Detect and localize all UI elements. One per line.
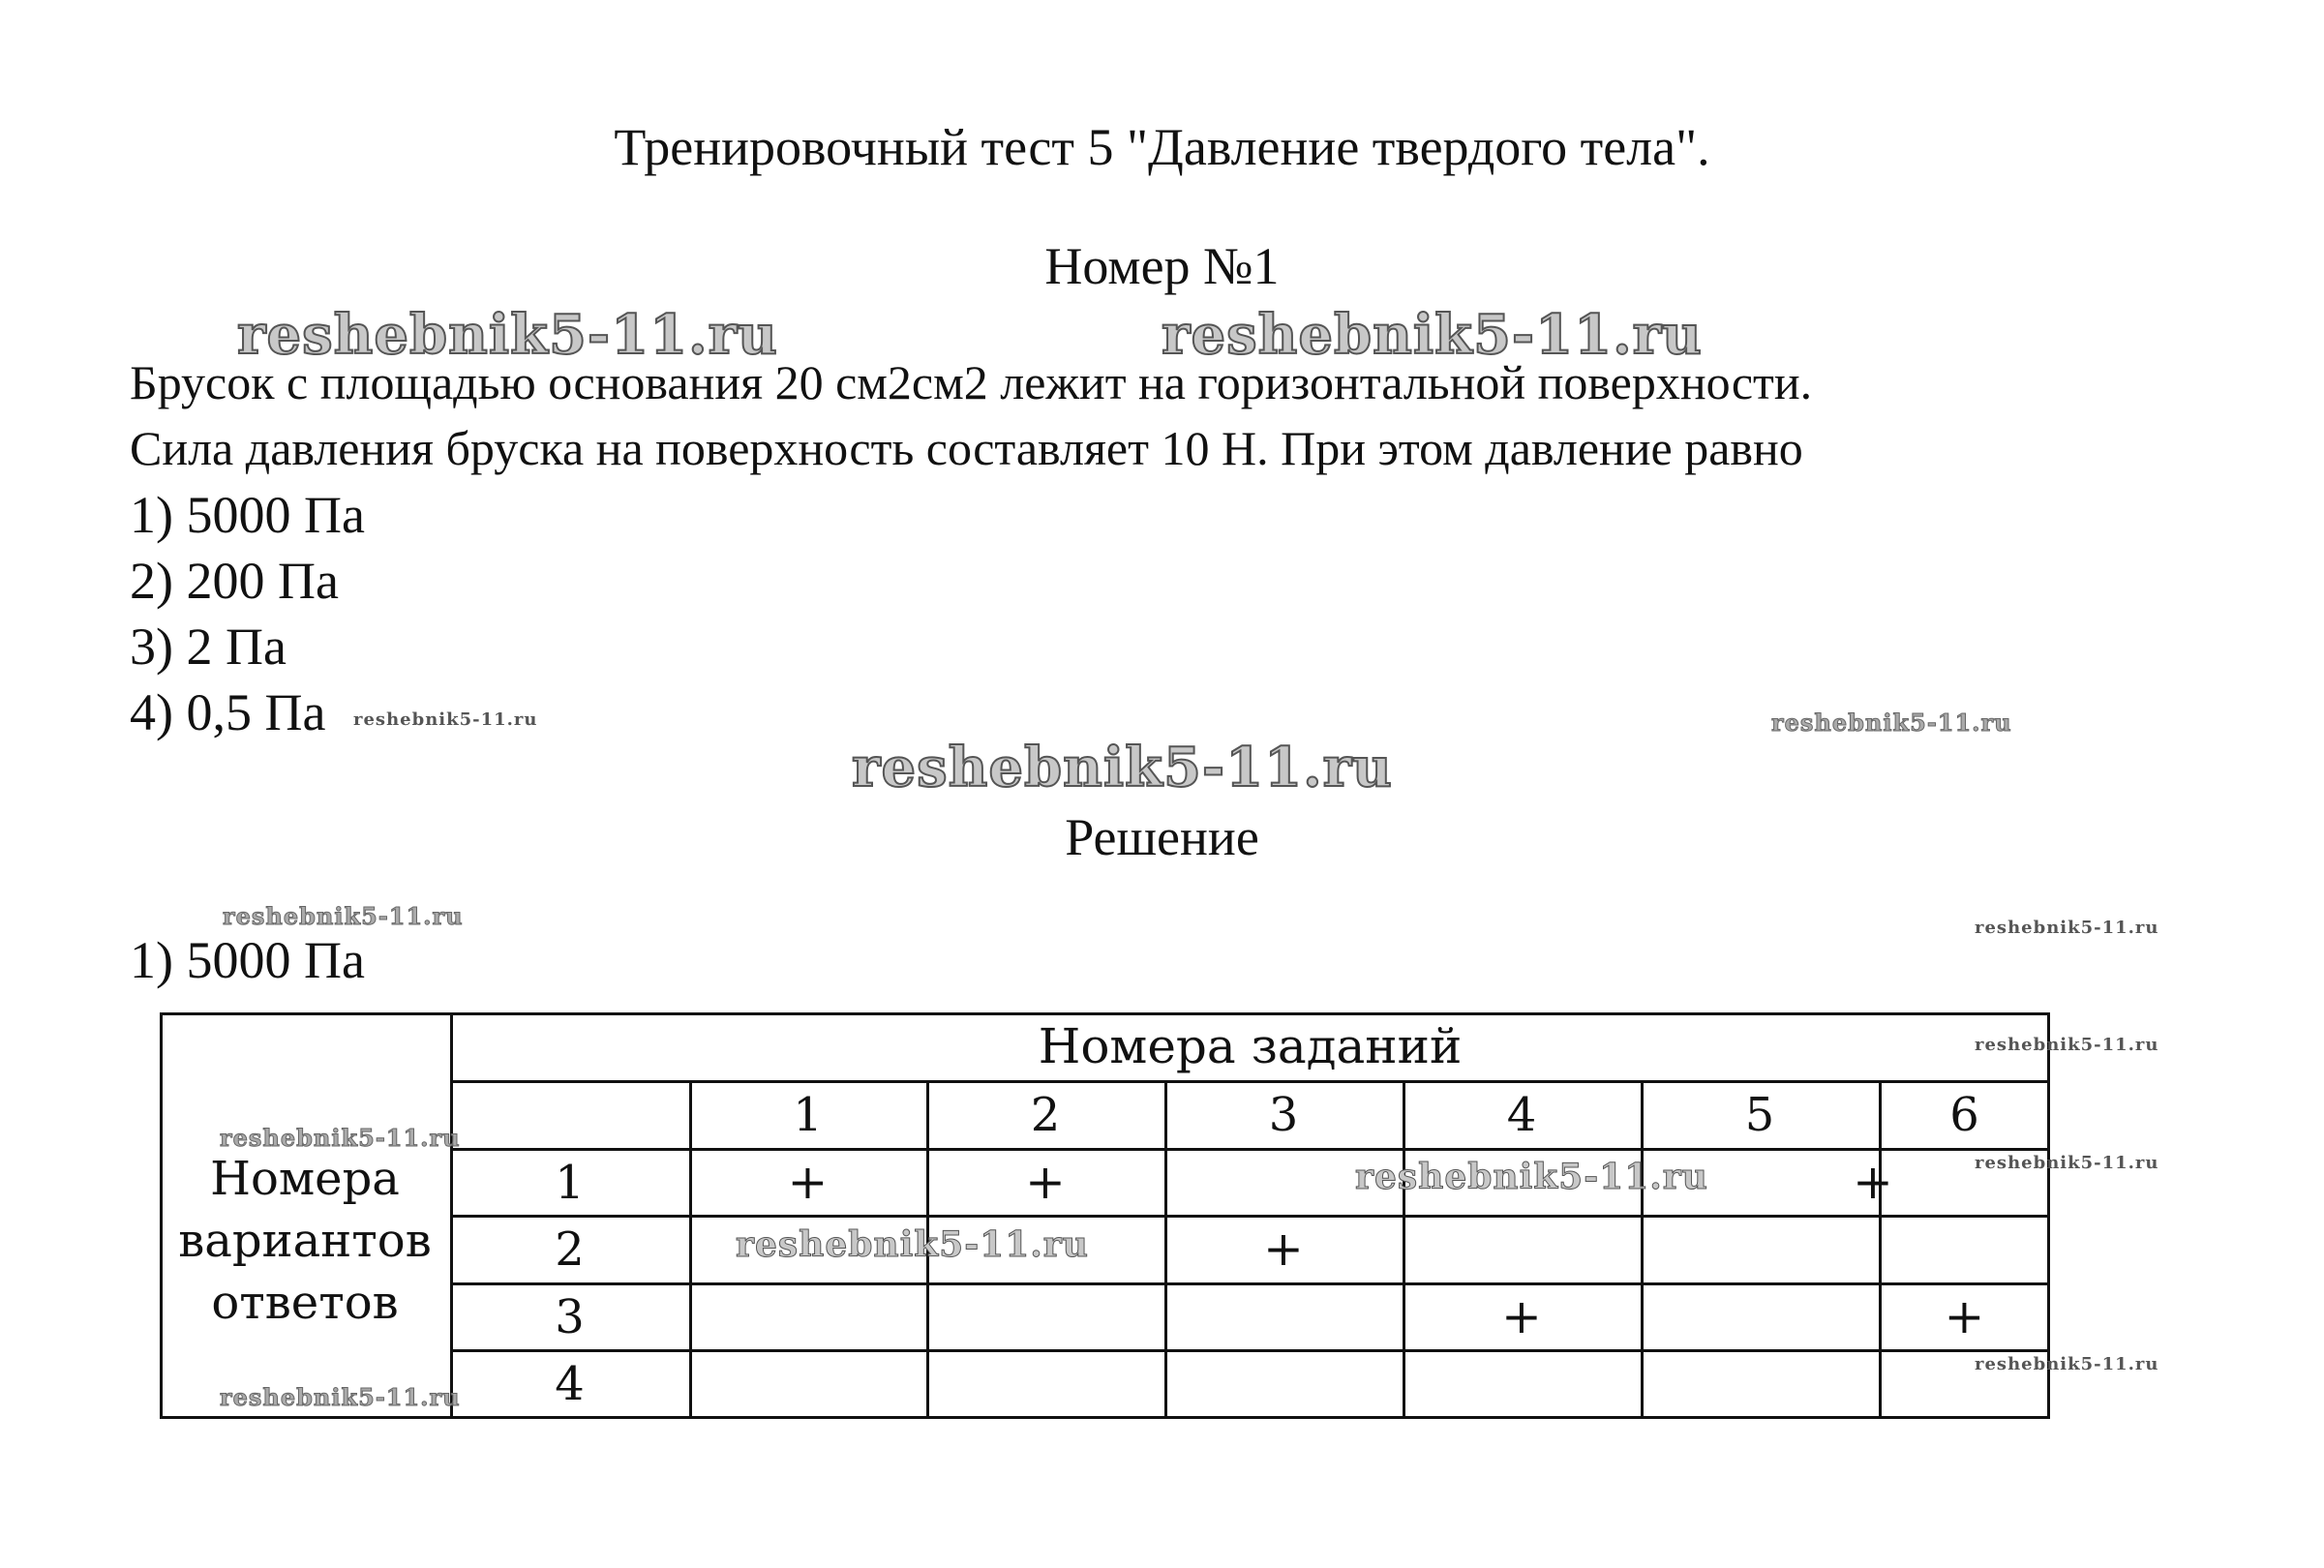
watermark: reshebnik5-11.ru xyxy=(852,736,1393,799)
question-line-1: Брусок с площадью основания 20 см2см2 лежит на горизонтальной поверхности. xyxy=(130,355,1813,409)
watermark: reshebnik5-11.ru xyxy=(220,1383,461,1411)
variant-number-4: 4 xyxy=(555,1357,585,1411)
watermark: reshebnik5-11.ru xyxy=(223,902,464,930)
grid-side-label xyxy=(160,1148,450,1334)
side-label-line-2: вариантов xyxy=(178,1214,432,1268)
option-1: 1) 5000 Па xyxy=(130,486,365,544)
mark-task2-variant1: + xyxy=(1025,1154,1066,1210)
answer-grid xyxy=(160,1012,2159,1419)
watermark: reshebnik5-11.ru xyxy=(1975,1354,2159,1374)
watermark: reshebnik5-11.ru xyxy=(1975,918,2159,938)
solution-heading: Решение xyxy=(1065,808,1259,866)
task-number-6: 6 xyxy=(1949,1088,1979,1142)
watermark: reshebnik5-11.ru xyxy=(220,1124,461,1152)
option-3: 3) 2 Па xyxy=(130,618,287,676)
watermark: reshebnik5-11.ru xyxy=(1771,709,2012,737)
question-line-2: Сила давления бруска на поверхность составляет 10 Н. При этом давление равно xyxy=(130,421,1803,475)
answer-text: 1) 5000 Па xyxy=(130,931,365,989)
watermark: reshebnik5-11.ru xyxy=(1975,1035,2159,1055)
option-2: 2) 200 Па xyxy=(130,552,339,610)
watermark: reshebnik5-11.ru xyxy=(237,303,778,367)
mark-task1-variant1: + xyxy=(787,1154,829,1210)
watermark: reshebnik5-11.ru xyxy=(353,709,538,730)
mark-task6-variant3: + xyxy=(1944,1288,1985,1344)
option-4: 4) 0,5 Па xyxy=(130,683,326,741)
grid-header-tasks: Номера заданий xyxy=(1038,1018,1463,1074)
variant-number-3: 3 xyxy=(555,1290,585,1344)
task-number-4: 4 xyxy=(1506,1088,1537,1142)
page-title: Тренировочный тест 5 "Давление твердого тела". xyxy=(614,118,1710,176)
task-number-5: 5 xyxy=(1744,1088,1775,1142)
mark-task5-variant1: + xyxy=(1853,1154,1893,1210)
problem-number: Номер №1 xyxy=(1044,237,1280,295)
task-number-2: 2 xyxy=(1030,1088,1061,1142)
mark-task3-variant2: + xyxy=(1263,1221,1304,1277)
variant-number-2: 2 xyxy=(555,1222,585,1277)
watermark: reshebnik5-11.ru xyxy=(1975,1153,2159,1173)
mark-task4-variant3: + xyxy=(1501,1288,1542,1344)
side-label-line-3: ответов xyxy=(211,1276,399,1330)
side-label-line-1: Номера xyxy=(210,1152,400,1206)
watermark: reshebnik5-11.ru xyxy=(736,1224,1089,1265)
task-number-1: 1 xyxy=(793,1088,823,1142)
watermark: reshebnik5-11.ru xyxy=(1162,303,1703,367)
variant-number-1: 1 xyxy=(555,1156,585,1210)
task-number-3: 3 xyxy=(1268,1088,1299,1142)
watermark: reshebnik5-11.ru xyxy=(1355,1157,1708,1197)
